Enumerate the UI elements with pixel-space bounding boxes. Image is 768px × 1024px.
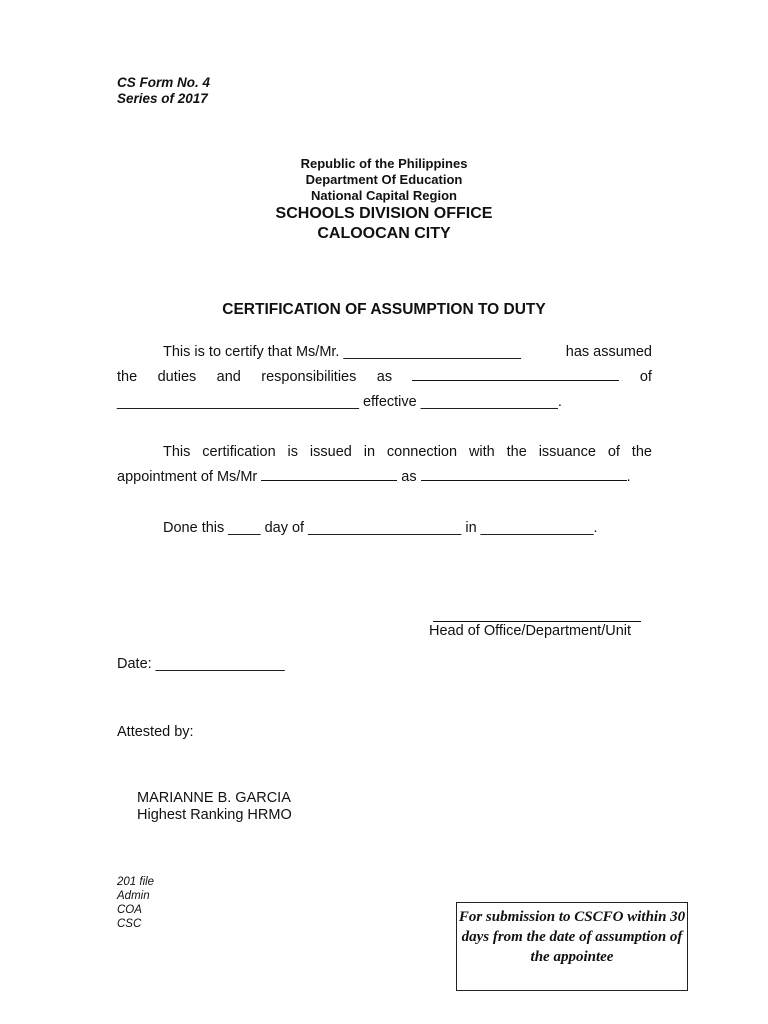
para1-word: of [639,369,652,385]
para2-word: in [363,444,376,460]
copy-item: 201 file [117,876,155,888]
para2-word: the [506,444,527,460]
document-title: CERTIFICATION OF ASSUMPTION TO DUTY [222,301,546,318]
para2-word: issued [309,444,352,460]
para1-word: responsibilities [261,369,357,385]
copy-item: CSC [117,918,142,930]
para1-word: as [376,369,393,385]
para2-appointment-text: appointment of Ms/Mr [117,469,258,485]
header-region: National Capital Region [311,188,457,203]
para1-word: the [117,369,138,385]
attested-by-label: Attested by: [117,724,194,740]
form-number: CS Form No. 4 [117,75,211,90]
appointee-name-blank[interactable] [261,465,397,481]
position-blank[interactable] [412,365,619,381]
para1-word: and [216,369,241,385]
done-paragraph [117,516,652,541]
certification-paragraph [117,340,652,415]
done-line: Done this ____ day of ___________________ in ______________. [163,520,598,536]
para2-word: with [468,444,495,460]
issuance-paragraph [117,440,652,490]
signature-label: Head of Office/Department/Unit [429,623,632,639]
header-republic: Republic of the Philippines [300,156,468,171]
submission-note-text: For submission to CSCFO within 30 days from the date of assumption of the appointee [458,909,686,965]
para2-word: certification [202,444,276,460]
date-field: Date: ________________ [117,656,285,672]
para2-word: connection [386,444,458,460]
para1-word: duties [157,369,197,385]
header-department: Department Of Education [305,172,463,187]
para1-line1-end: has assumed [565,344,652,360]
letterhead [0,156,768,244]
hrmo-name: MARIANNE B. GARCIA [137,790,291,806]
copy-item: COA [117,904,142,916]
para2-word: of [607,444,620,460]
para1-line3: ______________________________ effective _________________. [117,394,562,410]
para2-word: issuance [538,444,596,460]
hrmo-title: Highest Ranking HRMO [137,807,292,823]
para2-word: the [631,444,652,460]
appointee-position-blank[interactable] [421,465,627,481]
para1-line2 [117,365,652,390]
header-office: SCHOOLS DIVISION OFFICE [275,205,493,222]
submission-note-box [456,902,688,991]
copy-item: Admin [117,890,150,902]
header-city: CALOOCAN CITY [317,225,451,242]
para1-line1-text: This is to certify that Ms/Mr. ______________________ [163,344,521,360]
para2-period: . [626,469,631,485]
signature-line[interactable] [433,606,641,622]
form-identifier [117,75,210,107]
hrmo-block [137,790,292,824]
para2-word: This [163,444,191,460]
para2-line2 [117,465,652,490]
para2-line1 [117,440,652,465]
form-series: Series of 2017 [117,91,208,106]
copy-furnished-list [117,875,154,931]
para1-line1 [117,340,652,365]
para2-as-text: as [401,469,417,485]
para2-word: is [287,444,299,460]
